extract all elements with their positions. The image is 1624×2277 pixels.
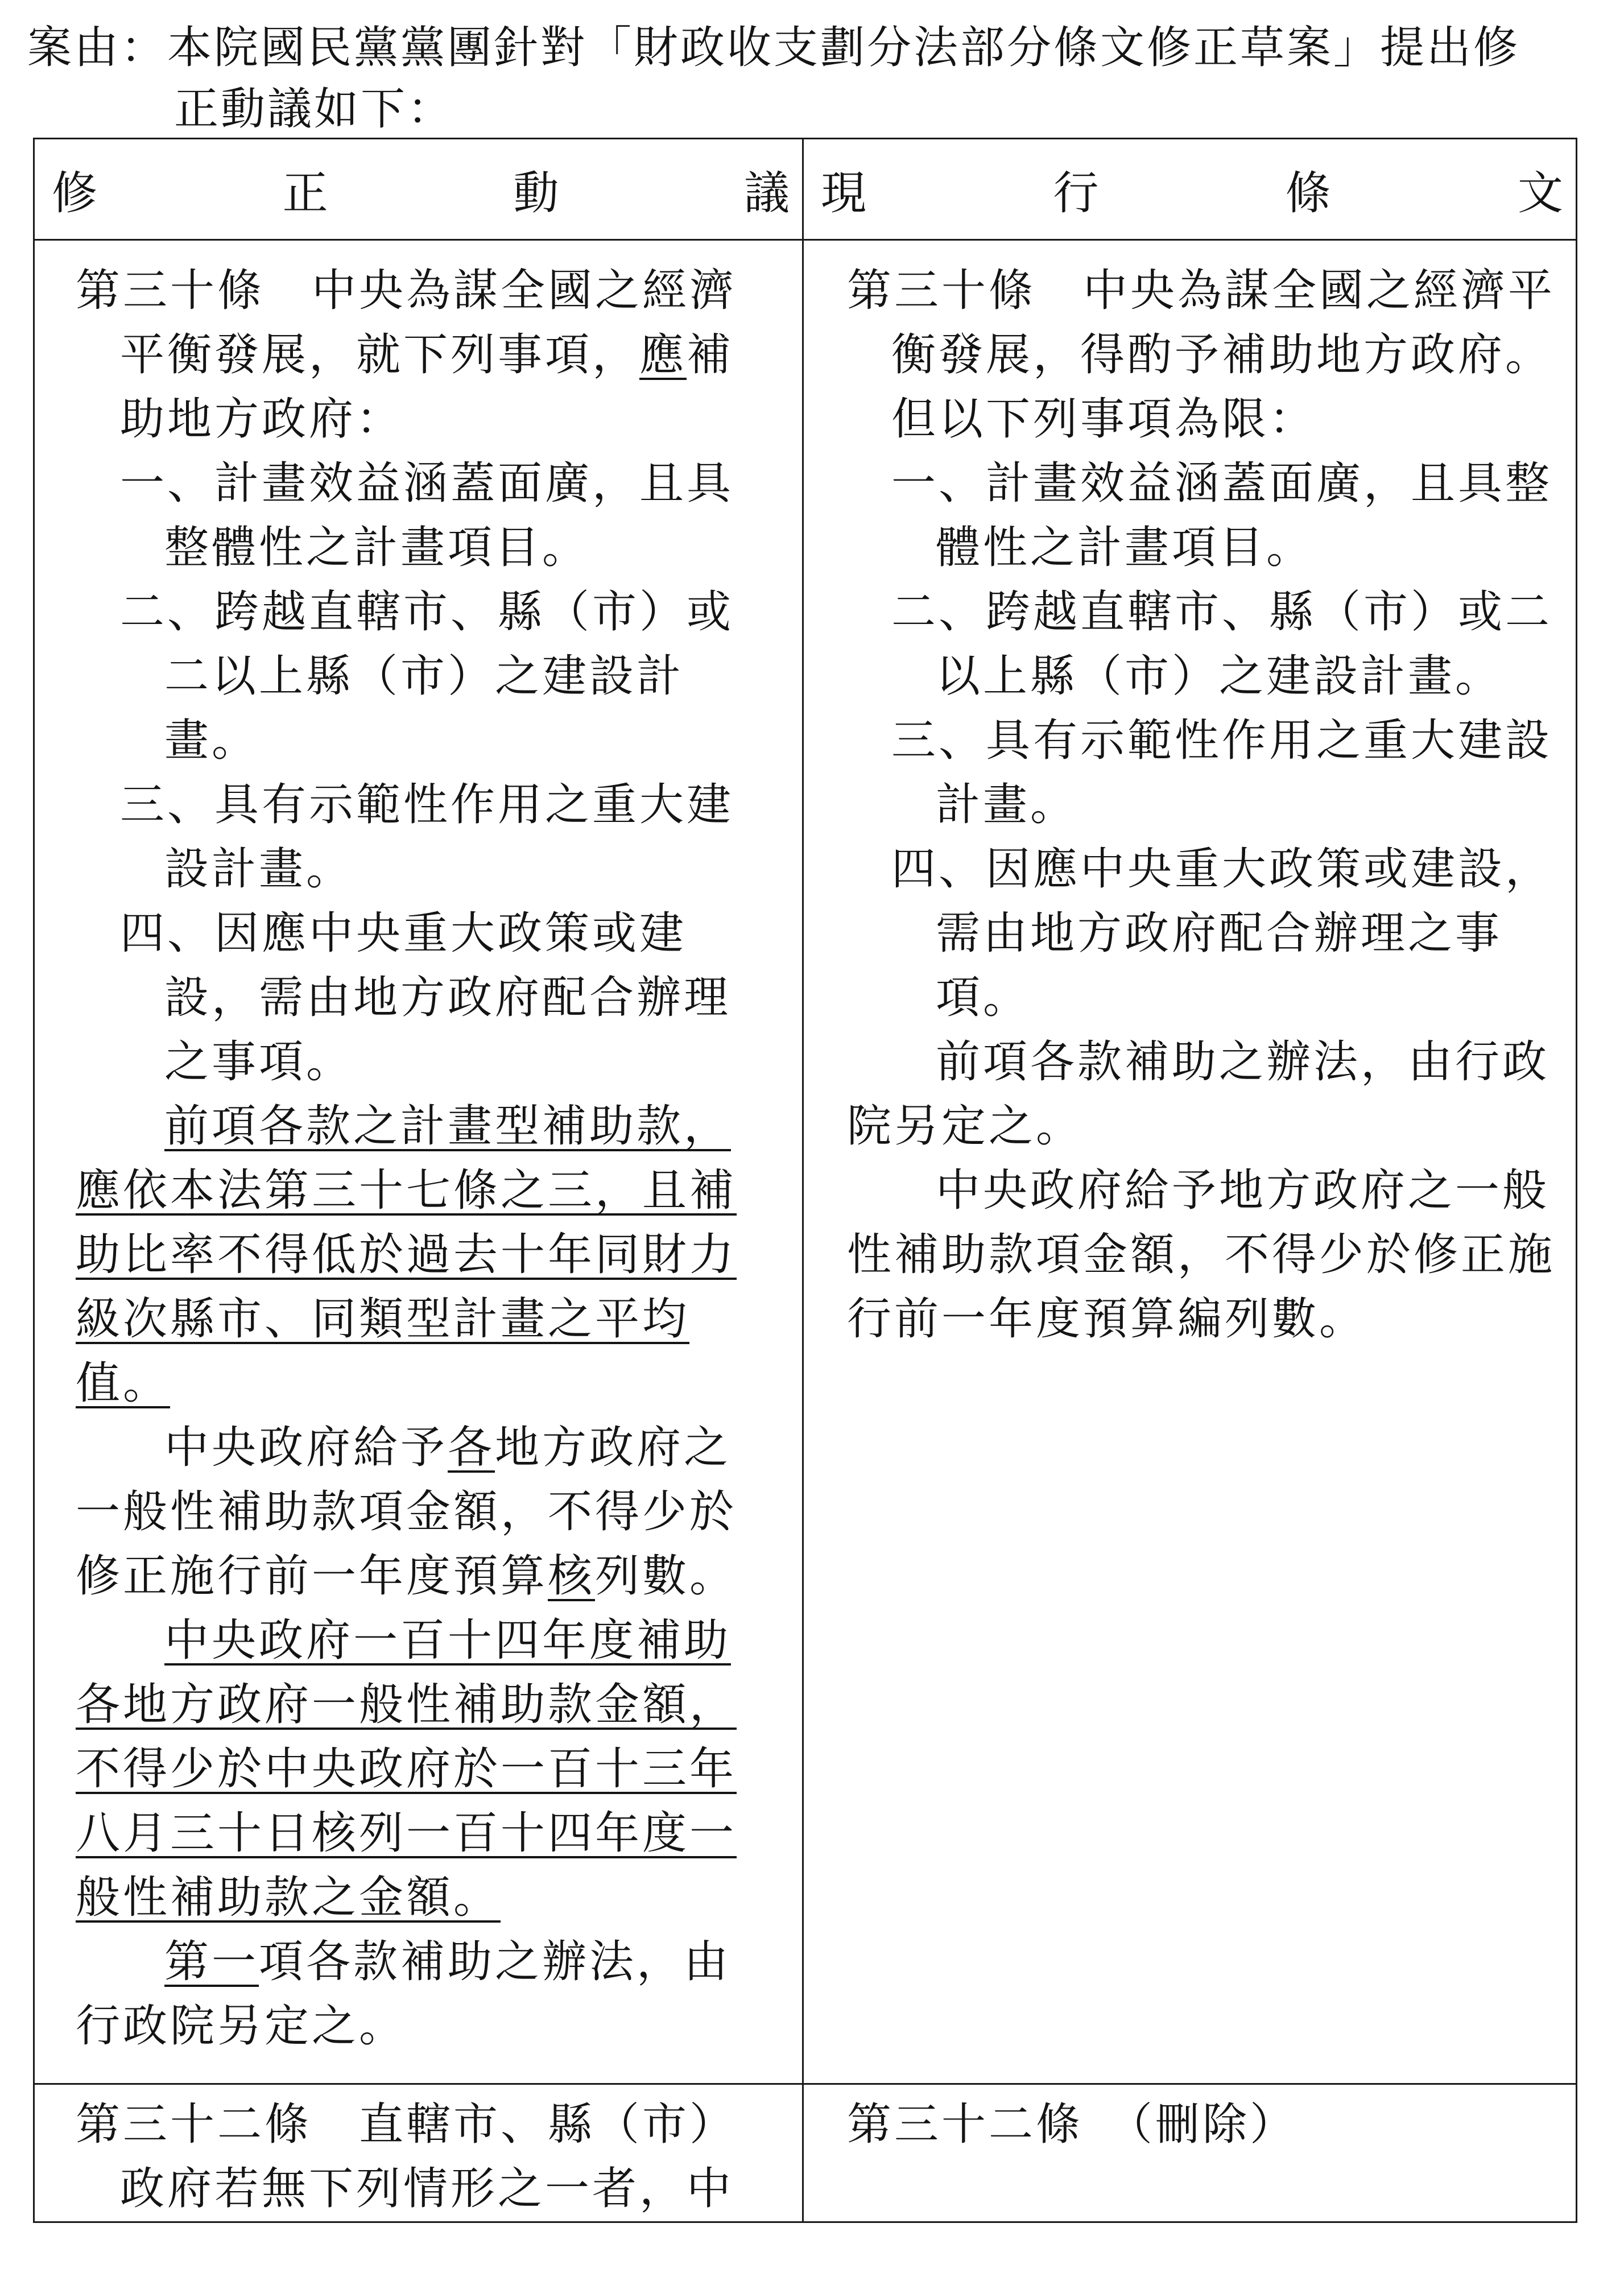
article-32-heading: 第三十二條 直轄市、縣（市）政府若無下列情形之一者，中 xyxy=(76,2099,737,2214)
current-item-2: 二、跨越直轄市、縣（市）或二以上縣（市）之建設計畫。 xyxy=(891,586,1553,702)
case-line-1: 案由：本院國民黨黨團針對「財政收支劃分法部分條文修正草案」提出修 xyxy=(27,22,1520,73)
current-article-32-heading: 第三十二條 （刪除） xyxy=(847,2099,1297,2150)
current-item-4: 四、因應中央重大政策或建設，需由地方政府配合辦理之事項。 xyxy=(891,844,1553,1023)
paragraph-fy114: 中央政府一百十四年度補助各地方政府一般性補助款金額，不得少於中央政府於一百十三年八月三十日核列一百十四年度一般性補助款之金額。 xyxy=(76,1615,737,1923)
header-current-text: 現 行 條 文 xyxy=(803,139,1577,240)
item-3: 三、具有示範性作用之重大建設計畫。 xyxy=(120,779,734,895)
table-header-row xyxy=(34,139,1577,240)
item-4: 四、因應中央重大政策或建設，需由地方政府配合辦理之事項。 xyxy=(120,908,732,1088)
paragraph-subsidy-ratio: 前項各款之計畫型補助款，應依本法第三十七條之三，且補助比率不得低於過去十年同財力級次縣市、同類型計畫之平均值。 xyxy=(76,1101,737,1409)
paragraph-regulations: 第一項各款補助之辦法，由行政院另定之。 xyxy=(76,1936,732,2052)
current-paragraph-regulations: 前項各款補助之辦法，由行政院另定之。 xyxy=(847,1036,1550,1152)
comparison-table xyxy=(33,138,1577,2223)
article-30-heading: 第三十條 中央為謀全國之經濟平衡發展，就下列事項，應補助地方政府： xyxy=(76,265,737,445)
current-paragraph-general-subsidy: 中央政府給予地方政府之一般性補助款項金額，不得少於修正施行前一年度預算編列數。 xyxy=(847,1165,1556,1345)
header-amendment: 修 正 動 議 xyxy=(34,139,803,240)
current-article-30-heading: 第三十條 中央為謀全國之經濟平衡發展，得酌予補助地方政府。但以下列事項為限： xyxy=(847,265,1556,445)
item-1: 一、計畫效益涵蓋面廣，且具整體性之計畫項目。 xyxy=(120,458,734,573)
article-32-row xyxy=(34,2084,1577,2222)
case-subject xyxy=(27,17,1609,140)
item-2: 二、跨越直轄市、縣（市）或二以上縣（市）之建設計畫。 xyxy=(120,586,734,766)
paragraph-general-subsidy: 中央政府給予各地方政府之一般性補助款項金額，不得少於修正施行前一年度預算核列數。 xyxy=(76,1422,737,1602)
article-30-amendment xyxy=(34,240,803,2084)
current-item-1: 一、計畫效益涵蓋面廣，且具整體性之計畫項目。 xyxy=(891,458,1553,573)
article-30-row xyxy=(34,240,1577,2084)
case-line-2: 正動議如下： xyxy=(174,84,454,135)
article-32-current xyxy=(803,2084,1577,2222)
article-30-current xyxy=(803,240,1577,2084)
article-32-amendment xyxy=(34,2084,803,2222)
current-item-3: 三、具有示範性作用之重大建設計畫。 xyxy=(891,715,1553,830)
